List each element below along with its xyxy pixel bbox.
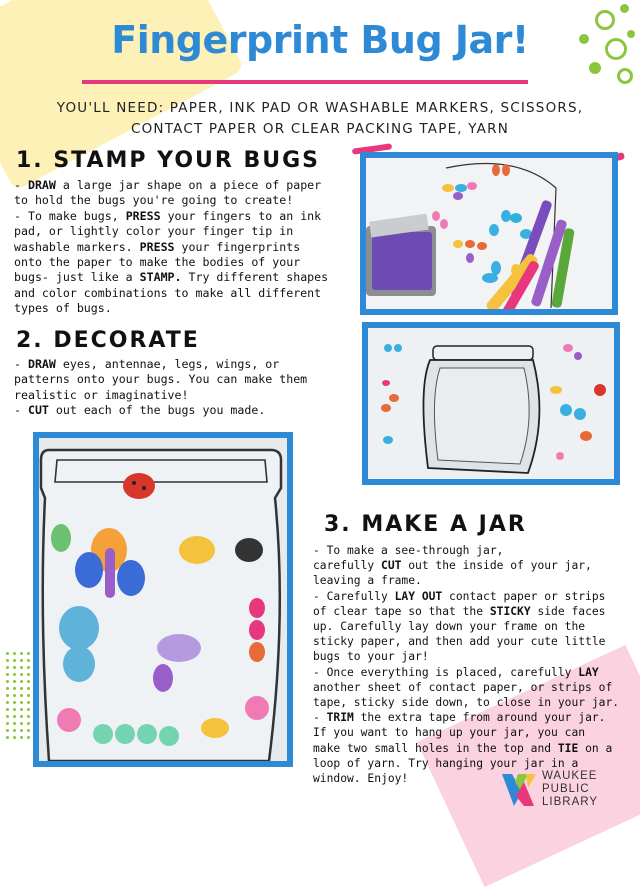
waukee-public-library-logo — [498, 766, 616, 812]
step1-heading: 1. STAMP YOUR BUGS — [16, 148, 321, 173]
supplies-list — [40, 98, 600, 140]
page-title: Fingerprint Bug Jar! — [111, 18, 529, 62]
photo-finished-bug-jar-drawing — [39, 438, 287, 761]
photo-finished-bug-jar — [33, 432, 293, 767]
supplies-line-2: CONTACT PAPER OR CLEAR PACKING TAPE, YARN — [130, 121, 510, 137]
step3-heading: 3. MAKE A JAR — [324, 512, 527, 537]
photo-ink-pad-markers-drawing — [366, 158, 612, 309]
step2-body: - DRAW eyes, antennae, legs, wings, or patterns onto your bugs. You can make them realistic or imaginative! - CUT out each of the bugs you made. — [14, 357, 308, 418]
green-dots-decoration-bottom — [4, 650, 34, 740]
supplies-line-1: YOU'LL NEED: PAPER, INK PAD OR WASHABLE MARKERS, SCISSORS, — [56, 100, 584, 116]
library-name: WAUKEE PUBLIC LIBRARY — [542, 770, 599, 808]
library-logo-icon — [498, 770, 538, 810]
photo-ink-pad-markers — [360, 152, 618, 315]
photo-jar-frame-drawing — [368, 328, 614, 479]
photo-jar-frame — [362, 322, 620, 485]
step1-body: - DRAW a large jar shape on a piece of paper to hold the bugs you're going to create! - To make bugs, PRESS your fingers to an ink pad, or lightly color your finger tip in washable markers. PRESS your fingerprints onto the paper to make the bodies of your bugs- just like a STAMP. Try different shapes and color combinations to make all different types of bugs. — [14, 178, 329, 316]
step2-heading: 2. DECORATE — [16, 328, 200, 353]
title-underline — [82, 80, 528, 84]
step3-body: - To make a see-through jar, carefully CUT out the inside of your jar, leaving a frame. - Carefully LAY OUT contact paper or strips of clear tape so that the STICKY side faces up. Carefully lay down your frame on the sticky paper, and then add your cute little bugs to your jar! - Once everything is placed, carefully LAY another sheet of contact paper, or strips of tape, sticky side down, to close in your jar. - TRIM the extra tape from around your jar. If you want to hang up your jar, you can make two small holes in the top and TIE on a loop of yarn. Try hanging your jar in a window. Enjoy! — [313, 544, 620, 786]
